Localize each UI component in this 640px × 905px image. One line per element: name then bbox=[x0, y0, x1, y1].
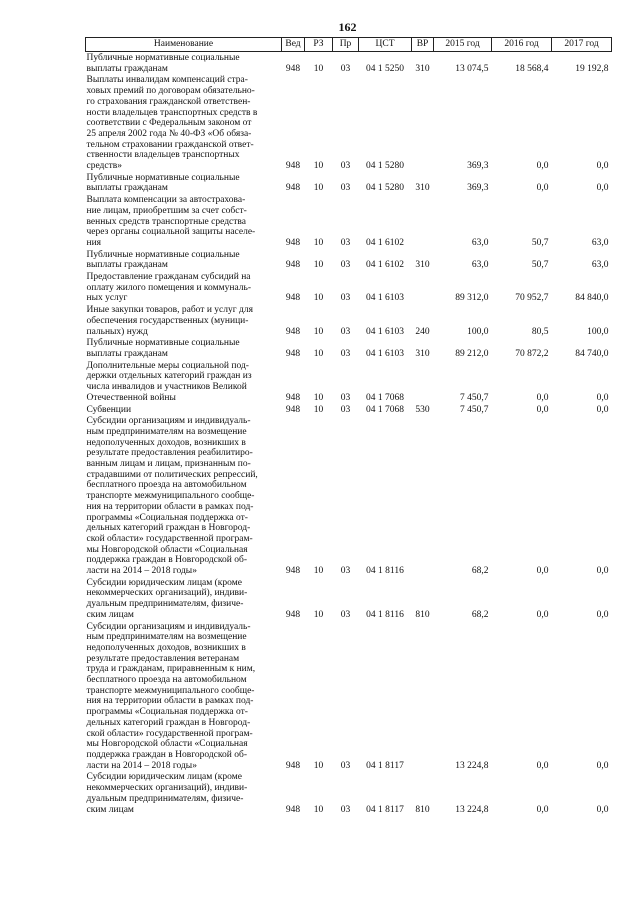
row-name-line: Выплаты инвалидам компенсаций стра- bbox=[86, 75, 248, 86]
cell-ved: 948 bbox=[285, 260, 301, 271]
cell-rz: 10 bbox=[313, 183, 324, 194]
cell-2016: 50,7 bbox=[531, 260, 549, 271]
row-name-line: Публичные нормативные социальные bbox=[86, 338, 240, 349]
header-pr: Пр bbox=[333, 38, 359, 52]
cell-2017: 100,0 bbox=[587, 326, 609, 337]
cell-pr: 03 bbox=[340, 760, 351, 771]
cell-ved: 948 bbox=[285, 183, 301, 194]
cell-ved: 948 bbox=[285, 804, 301, 815]
cell-cst: 04 1 6102 bbox=[366, 260, 404, 271]
row-name-line: ных услуг bbox=[86, 293, 128, 304]
row-name-line: бесплатного проезда на автомобильном bbox=[86, 480, 247, 491]
cell-ved: 948 bbox=[285, 293, 301, 304]
cell-vr bbox=[412, 194, 434, 249]
row-name-line: Публичные нормативные социальные bbox=[86, 249, 240, 260]
row-name-line: дельных категорий граждан в Новгород- bbox=[86, 717, 251, 728]
row-name-line: бесплатного проезда на автомобильном bbox=[86, 675, 247, 686]
row-name-line: Субсидии организациям и индивидуаль- bbox=[86, 416, 251, 427]
cell-pr: 03 bbox=[340, 609, 351, 620]
cell-2016: 0,0 bbox=[536, 760, 549, 771]
cell-2015: 13 074,5 bbox=[455, 63, 489, 74]
budget-table bbox=[85, 37, 612, 815]
cell-2016: 50,7 bbox=[531, 237, 549, 248]
row-name-line: транспорте межмуниципального сообще- bbox=[86, 685, 255, 696]
row-name-line: выплаты гражданам bbox=[86, 348, 168, 359]
cell-2017: 84 840,0 bbox=[575, 293, 609, 304]
row-name-line: соответствии с Федеральным законом от bbox=[86, 118, 252, 129]
row-name-line: через органы социальной защиты населе- bbox=[86, 227, 256, 238]
cell-2015: 7 450,7 bbox=[460, 404, 489, 415]
cell-ved: 948 bbox=[285, 237, 301, 248]
row-name bbox=[86, 404, 282, 416]
cell-vr bbox=[412, 415, 434, 577]
cell-ved: 948 bbox=[285, 609, 301, 620]
cell-2017: 0,0 bbox=[596, 804, 609, 815]
cell-vr: 310 bbox=[415, 63, 430, 74]
cell-2017: 19 192,8 bbox=[575, 63, 609, 74]
cell-2016: 80,5 bbox=[531, 326, 549, 337]
row-name-line: ской области» государственной програм- bbox=[86, 728, 253, 739]
cell-2016: 18 568,4 bbox=[515, 63, 549, 74]
cell-2015: 89 312,0 bbox=[455, 293, 489, 304]
header-2015: 2015 год bbox=[434, 38, 492, 52]
row-name-line: держки отдельных категорий граждан из bbox=[86, 371, 252, 382]
row-name-line: некоммерческих организаций), индиви- bbox=[86, 588, 248, 599]
row-name-line: Дополнительные меры социальной под- bbox=[86, 360, 249, 371]
cell-cst: 04 1 6103 bbox=[366, 348, 404, 359]
row-name-line: выплаты гражданам bbox=[86, 183, 168, 194]
cell-2015: 68,2 bbox=[471, 609, 489, 620]
cell-rz: 10 bbox=[313, 566, 324, 577]
row-name-line: ние лицам, приобретшим за счет собст- bbox=[86, 205, 247, 216]
cell-rz: 10 bbox=[313, 326, 324, 337]
row-name-line: некоммерческих организаций), индиви- bbox=[86, 783, 248, 794]
row-name-line: тельном страховании гражданской ответ- bbox=[86, 139, 254, 150]
cell-2016: 0,0 bbox=[536, 392, 549, 403]
row-name-line: труда и гражданам, приравненным к ним, bbox=[86, 664, 256, 675]
table-row bbox=[86, 52, 612, 75]
cell-2015: 100,0 bbox=[467, 326, 489, 337]
header-rz: РЗ bbox=[305, 38, 333, 52]
header-ved: Вед bbox=[282, 38, 305, 52]
cell-2015: 13 224,8 bbox=[455, 804, 489, 815]
row-name-line: ния bbox=[86, 237, 102, 248]
table-row bbox=[86, 194, 612, 249]
cell-cst: 04 1 6102 bbox=[366, 237, 404, 248]
cell-pr: 03 bbox=[340, 566, 351, 577]
row-name-line: выплаты гражданам bbox=[86, 63, 168, 74]
cell-2016: 0,0 bbox=[536, 404, 549, 415]
cell-pr: 03 bbox=[340, 404, 351, 415]
row-name-line: числа инвалидов и участников Великой bbox=[86, 382, 247, 393]
row-name-line: выплаты гражданам bbox=[86, 260, 168, 271]
cell-rz: 10 bbox=[313, 760, 324, 771]
header-name: Наименование bbox=[86, 38, 282, 52]
cell-2016: 0,0 bbox=[536, 609, 549, 620]
row-name-line: Субсидии юридическим лицам (кроме bbox=[86, 772, 242, 783]
cell-2017: 0,0 bbox=[596, 183, 609, 194]
cell-ved: 948 bbox=[285, 326, 301, 337]
cell-rz: 10 bbox=[313, 237, 324, 248]
row-name-line: поддержка граждан в Новгородской об- bbox=[86, 750, 247, 760]
table-row bbox=[86, 415, 612, 577]
cell-rz: 10 bbox=[313, 804, 324, 815]
row-name bbox=[86, 194, 282, 249]
row-name-line: венных средств транспортные средства bbox=[86, 216, 246, 227]
cell-vr: 810 bbox=[415, 609, 430, 620]
cell-2017: 0,0 bbox=[596, 760, 609, 771]
row-name-line: ласти на 2014 – 2018 годы» bbox=[86, 566, 197, 577]
row-name-line: программы «Социальная поддержка от- bbox=[86, 512, 248, 523]
row-name-line: ским лицам bbox=[86, 609, 134, 620]
row-name-line: ным предпринимателям на возмещение bbox=[86, 426, 247, 437]
cell-vr: 310 bbox=[415, 348, 430, 359]
row-name bbox=[86, 172, 282, 194]
header-cst: ЦСТ bbox=[359, 38, 412, 52]
row-name-line: ности владельцев транспортных средств в bbox=[86, 107, 258, 118]
cell-2017: 63,0 bbox=[591, 260, 609, 271]
cell-vr bbox=[412, 271, 434, 304]
table-row bbox=[86, 172, 612, 194]
row-name-line: Иные закупки товаров, работ и услуг для bbox=[86, 305, 253, 316]
row-name-line: поддержка граждан в Новгородской об- bbox=[86, 555, 247, 566]
row-name bbox=[86, 74, 282, 171]
cell-pr: 03 bbox=[340, 161, 351, 172]
cell-pr: 03 bbox=[340, 348, 351, 359]
row-name bbox=[86, 249, 282, 271]
row-name-line: дельных категорий граждан в Новгород- bbox=[86, 523, 251, 534]
row-name bbox=[86, 771, 282, 815]
cell-2015: 7 450,7 bbox=[460, 392, 489, 403]
cell-vr: 310 bbox=[415, 183, 430, 194]
row-name-line: дуальным предпринимателям, физиче- bbox=[86, 599, 244, 610]
table-body bbox=[86, 52, 612, 816]
cell-2015: 369,3 bbox=[467, 183, 489, 194]
cell-cst: 04 1 5280 bbox=[366, 161, 404, 172]
cell-vr: 310 bbox=[415, 260, 430, 271]
row-name-line: ховых премий по договорам обязательно- bbox=[86, 86, 255, 97]
header-2017: 2017 год bbox=[552, 38, 612, 52]
table-row bbox=[86, 577, 612, 621]
row-name-line: мы Новгородской области «Социальная bbox=[86, 739, 248, 750]
row-name bbox=[86, 621, 282, 772]
cell-vr bbox=[412, 74, 434, 171]
cell-ved: 948 bbox=[285, 404, 301, 415]
row-name-line: Публичные нормативные социальные bbox=[86, 172, 240, 183]
row-name bbox=[86, 271, 282, 304]
row-name-line: страдавшими от политических репрессий, bbox=[86, 469, 258, 480]
header-vr: ВР bbox=[412, 38, 434, 52]
row-name bbox=[86, 52, 282, 75]
cell-2017: 0,0 bbox=[596, 404, 609, 415]
row-name-line: ственности владельцев транспортных bbox=[86, 150, 240, 161]
cell-cst: 04 1 7068 bbox=[366, 404, 404, 415]
row-name-line: мы Новгородской области «Социальная bbox=[86, 544, 248, 555]
row-name-line: программы «Социальная поддержка от- bbox=[86, 707, 248, 718]
row-name-line: средств» bbox=[86, 161, 122, 172]
cell-vr: 240 bbox=[415, 326, 430, 337]
row-name bbox=[86, 337, 282, 359]
table-row bbox=[86, 360, 612, 404]
cell-cst: 04 1 8117 bbox=[366, 760, 404, 771]
cell-2016: 70 872,2 bbox=[515, 348, 549, 359]
table-row bbox=[86, 771, 612, 815]
cell-2017: 0,0 bbox=[596, 609, 609, 620]
cell-2016: 0,0 bbox=[536, 161, 549, 172]
cell-2015: 369,3 bbox=[467, 161, 489, 172]
cell-2017: 84 740,0 bbox=[575, 348, 609, 359]
cell-rz: 10 bbox=[313, 63, 324, 74]
cell-pr: 03 bbox=[340, 392, 351, 403]
cell-rz: 10 bbox=[313, 392, 324, 403]
cell-cst: 04 1 8116 bbox=[366, 609, 404, 620]
cell-ved: 948 bbox=[285, 760, 301, 771]
cell-ved: 948 bbox=[285, 63, 301, 74]
row-name-line: го страхования гражданской ответствен- bbox=[86, 96, 251, 107]
cell-2015: 63,0 bbox=[471, 237, 489, 248]
cell-rz: 10 bbox=[313, 161, 324, 172]
header-2016: 2016 год bbox=[492, 38, 552, 52]
cell-2015: 63,0 bbox=[471, 260, 489, 271]
row-name-line: Предоставление гражданам субсидий на bbox=[86, 272, 251, 283]
cell-rz: 10 bbox=[313, 260, 324, 271]
row-name-line: пальных) нужд bbox=[86, 326, 148, 337]
row-name-line: Субвенции bbox=[86, 404, 132, 415]
row-name-line: ским лицам bbox=[86, 804, 134, 815]
row-name-line: ласти на 2014 – 2018 годы» bbox=[86, 760, 197, 771]
row-name bbox=[86, 360, 282, 404]
cell-2017: 0,0 bbox=[596, 392, 609, 403]
cell-ved: 948 bbox=[285, 566, 301, 577]
cell-cst: 04 1 5280 bbox=[366, 183, 404, 194]
cell-vr: 530 bbox=[415, 404, 430, 415]
row-name-line: ния на территории области в рамках под- bbox=[86, 696, 254, 707]
cell-pr: 03 bbox=[340, 804, 351, 815]
cell-ved: 948 bbox=[285, 161, 301, 172]
cell-cst: 04 1 7068 bbox=[366, 392, 404, 403]
table-row bbox=[86, 304, 612, 337]
row-name bbox=[86, 304, 282, 337]
row-name-line: Выплата компенсации за автострахова- bbox=[86, 195, 246, 206]
cell-cst: 04 1 6103 bbox=[366, 293, 404, 304]
cell-2017: 0,0 bbox=[596, 161, 609, 172]
cell-2016: 0,0 bbox=[536, 183, 549, 194]
row-name-line: недополученных доходов, возникших в bbox=[86, 437, 246, 448]
row-name-line: Отечественной войны bbox=[86, 392, 176, 403]
cell-2015: 13 224,8 bbox=[455, 760, 489, 771]
row-name-line: ской области» государственной програм- bbox=[86, 533, 253, 544]
cell-2015: 89 212,0 bbox=[455, 348, 489, 359]
cell-rz: 10 bbox=[313, 348, 324, 359]
page-number: 162 bbox=[338, 20, 357, 34]
cell-pr: 03 bbox=[340, 237, 351, 248]
table-row bbox=[86, 404, 612, 416]
cell-ved: 948 bbox=[285, 392, 301, 403]
cell-pr: 03 bbox=[340, 63, 351, 74]
cell-pr: 03 bbox=[340, 183, 351, 194]
cell-pr: 03 bbox=[340, 293, 351, 304]
row-name-line: Субсидии организациям и индивидуаль- bbox=[86, 621, 251, 632]
table-header-row bbox=[86, 38, 612, 52]
cell-2015: 68,2 bbox=[471, 566, 489, 577]
cell-2017: 0,0 bbox=[596, 566, 609, 577]
row-name-line: Публичные нормативные социальные bbox=[86, 53, 240, 63]
row-name-line: дуальным предпринимателям, физиче- bbox=[86, 793, 244, 804]
cell-vr: 810 bbox=[415, 804, 430, 815]
table-row bbox=[86, 249, 612, 271]
cell-pr: 03 bbox=[340, 326, 351, 337]
row-name-line: результате предоставления ветеранам bbox=[86, 653, 240, 664]
row-name-line: ванным лицам и лицам, признанным по- bbox=[86, 459, 251, 470]
cell-ved: 948 bbox=[285, 348, 301, 359]
cell-2016: 0,0 bbox=[536, 804, 549, 815]
row-name-line: 25 апреля 2002 года № 40-ФЗ «Об обяза- bbox=[86, 128, 252, 139]
row-name-line: результате предоставления реабилитиро- bbox=[86, 448, 253, 459]
table-row bbox=[86, 271, 612, 304]
row-name-line: ния на территории области в рамках под- bbox=[86, 501, 254, 512]
cell-cst: 04 1 6103 bbox=[366, 326, 404, 337]
cell-rz: 10 bbox=[313, 293, 324, 304]
cell-2016: 70 952,7 bbox=[515, 293, 549, 304]
cell-2017: 63,0 bbox=[591, 237, 609, 248]
cell-vr bbox=[412, 621, 434, 772]
row-name-line: оплату жилого помещения и коммуналь- bbox=[86, 282, 252, 293]
cell-pr: 03 bbox=[340, 260, 351, 271]
row-name bbox=[86, 415, 282, 577]
row-name-line: ным предпринимателям на возмещение bbox=[86, 632, 247, 643]
table-row bbox=[86, 74, 612, 171]
row-name bbox=[86, 577, 282, 621]
cell-2016: 0,0 bbox=[536, 566, 549, 577]
cell-cst: 04 1 5250 bbox=[366, 63, 404, 74]
table-row bbox=[86, 337, 612, 359]
cell-cst: 04 1 8117 bbox=[366, 804, 404, 815]
cell-rz: 10 bbox=[313, 609, 324, 620]
cell-rz: 10 bbox=[313, 404, 324, 415]
row-name-line: обеспечения государственных (муници- bbox=[86, 315, 249, 326]
row-name-line: транспорте межмуниципального сообще- bbox=[86, 491, 255, 502]
cell-vr bbox=[412, 360, 434, 404]
table-row bbox=[86, 621, 612, 772]
row-name-line: недополученных доходов, возникших в bbox=[86, 642, 246, 653]
cell-cst: 04 1 8116 bbox=[366, 566, 404, 577]
row-name-line: Субсидии юридическим лицам (кроме bbox=[86, 577, 242, 588]
